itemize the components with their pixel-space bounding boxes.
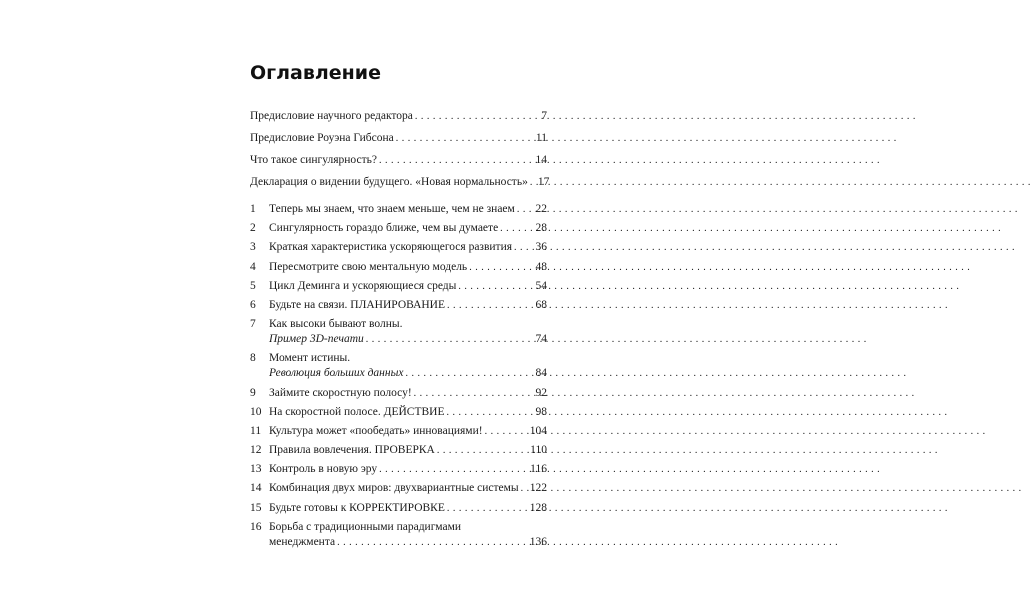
dot-leader xyxy=(396,131,534,146)
dot-leader xyxy=(521,481,528,496)
entry-title: На скоростной полосе. ДЕЙСТВИЕ xyxy=(269,405,445,418)
toc-line xyxy=(269,298,547,313)
chapter-entry[interactable] xyxy=(250,386,547,401)
page-number: 98 xyxy=(535,405,547,418)
chapter-number: 13 xyxy=(250,463,262,476)
chapter-number: 2 xyxy=(250,222,256,235)
toc-line xyxy=(269,279,547,294)
page-number: 122 xyxy=(529,482,547,495)
entry-body xyxy=(250,175,550,190)
page-number: 14 xyxy=(535,154,547,166)
chapter-number: 6 xyxy=(250,298,256,311)
toc-line xyxy=(250,131,547,146)
page-number: 48 xyxy=(535,260,547,273)
page-number: 11 xyxy=(535,132,547,144)
page-number: 116 xyxy=(530,463,547,476)
dot-leader xyxy=(415,109,539,124)
page-number: 92 xyxy=(535,386,547,399)
toc-line xyxy=(269,520,547,535)
dot-leader xyxy=(414,386,534,401)
entry-subtitle: Революция больших данных xyxy=(269,367,404,380)
entry-title: Декларация о видении будущего. «Новая нормальность» xyxy=(250,176,528,188)
entry-title: Предисловие Роуэна Гибсона xyxy=(250,132,394,144)
dot-leader xyxy=(366,332,534,347)
entry-body xyxy=(269,462,547,477)
chapter-entry[interactable] xyxy=(250,221,547,236)
entry-title: Краткая характеристика ускоряющегося развития xyxy=(269,241,513,254)
entry-title: Пересмотрите свою ментальную модель xyxy=(269,260,468,273)
entry-title: Момент истины. xyxy=(269,352,351,365)
page-number: 7 xyxy=(541,110,547,122)
dot-leader xyxy=(500,221,533,236)
chapter-entry[interactable] xyxy=(250,405,547,420)
chapter-number: 11 xyxy=(250,424,262,437)
front-matter-list xyxy=(250,109,550,197)
toc-line xyxy=(269,386,547,401)
entry-title: Займите скоростную полосу! xyxy=(269,386,412,399)
chapter-entry[interactable] xyxy=(250,501,547,516)
entry-title: Что такое сингулярность? xyxy=(250,154,377,166)
entry-body xyxy=(269,386,547,401)
dot-leader xyxy=(379,153,534,168)
entry-title: Будьте готовы к КОРРЕКТИРОВКЕ xyxy=(269,501,445,514)
chapter-entry[interactable] xyxy=(250,202,547,217)
toc-line xyxy=(269,501,547,516)
page-number: 28 xyxy=(535,222,547,235)
entry-body xyxy=(269,481,547,496)
entry-body xyxy=(250,131,547,146)
chapter-number: 16 xyxy=(250,520,262,533)
page-number: 84 xyxy=(535,367,547,380)
dot-leader xyxy=(337,535,528,550)
entry-title: Контроль в новую эру xyxy=(269,463,378,476)
entry-title: Культура может «пообедать» инновациями! xyxy=(269,424,483,437)
page-number: 17 xyxy=(537,176,550,188)
entry-body xyxy=(250,109,547,124)
chapter-number: 4 xyxy=(250,260,256,273)
page-number: 110 xyxy=(530,444,547,457)
chapter-entry[interactable] xyxy=(250,240,547,255)
page-number: 22 xyxy=(535,203,547,215)
entry-subtitle: Пример 3D-печати xyxy=(269,333,364,346)
entry-body xyxy=(269,298,547,313)
toc-line xyxy=(269,462,547,477)
page-number: 128 xyxy=(529,501,547,514)
toc-line xyxy=(269,317,547,332)
dot-leader xyxy=(406,366,534,381)
page-number: 136 xyxy=(529,535,547,548)
entry-body xyxy=(269,260,547,275)
page-number: 68 xyxy=(535,298,547,311)
page-number: 36 xyxy=(535,241,547,254)
toc-line xyxy=(269,332,547,347)
dot-leader xyxy=(437,443,528,458)
entry-title: Цикл Деминга и ускоряющиеся среды xyxy=(269,279,457,292)
entry-body xyxy=(269,520,547,550)
chapter-entry[interactable] xyxy=(250,298,547,313)
entry-body xyxy=(269,501,547,516)
toc-line xyxy=(250,109,547,124)
chapter-number: 8 xyxy=(250,352,256,365)
toc-line xyxy=(269,221,547,236)
toc-line xyxy=(269,443,547,458)
chapter-entry[interactable] xyxy=(250,462,547,477)
chapter-number: 5 xyxy=(250,279,256,292)
chapter-entry[interactable] xyxy=(250,260,547,275)
toc-line xyxy=(250,175,550,190)
toc-line xyxy=(269,481,547,496)
dot-leader xyxy=(530,175,536,190)
entry-title: Теперь мы знаем, что знаем меньше, чем не знаем xyxy=(269,203,515,215)
toc-line xyxy=(269,405,547,420)
chapter-entry[interactable] xyxy=(250,520,547,550)
entry-title: Как высоки бывают волны. xyxy=(269,318,403,331)
page-number: 104 xyxy=(529,424,547,437)
dot-leader xyxy=(447,405,534,420)
page-number: 54 xyxy=(535,279,547,292)
entry-title: Правила вовлечения. ПРОВЕРКА xyxy=(269,444,435,457)
chapter-number: 3 xyxy=(250,241,256,254)
chapter-entry[interactable] xyxy=(250,443,547,458)
toc-line xyxy=(269,202,547,217)
entry-body xyxy=(269,202,547,217)
chapter-number: 7 xyxy=(250,318,256,331)
entry-body xyxy=(269,405,547,420)
dot-leader xyxy=(447,298,533,313)
dot-leader xyxy=(447,501,528,516)
entry-title: Будьте на связи. ПЛАНИРОВАНИЕ xyxy=(269,298,446,311)
chapter-entry[interactable] xyxy=(250,351,547,381)
toc-line xyxy=(250,153,547,168)
toc-line xyxy=(269,424,547,439)
entry-body xyxy=(269,317,547,347)
entry-title: Комбинация двух миров: двухвариантные системы xyxy=(269,482,519,495)
entry-title: Борьба с традиционными парадигмами xyxy=(269,520,462,533)
entry-body xyxy=(269,221,547,236)
toc-entry[interactable] xyxy=(250,153,547,168)
toc-line xyxy=(269,351,547,366)
toc-entry[interactable] xyxy=(250,175,550,190)
dot-leader xyxy=(485,424,528,439)
chapter-number: 14 xyxy=(250,482,262,495)
chapter-number: 1 xyxy=(250,203,256,215)
toc-entry[interactable] xyxy=(250,109,547,124)
chapter-entry[interactable] xyxy=(250,317,547,347)
entry-body xyxy=(269,351,547,381)
entry-title: Сингулярность гораздо ближе, чем вы думаете xyxy=(269,222,499,235)
chapter-entry[interactable] xyxy=(250,279,547,294)
dot-leader xyxy=(458,279,533,294)
dot-leader xyxy=(514,240,533,255)
entry-body xyxy=(269,279,547,294)
entry-body xyxy=(269,424,547,439)
toc-line xyxy=(269,366,547,381)
chapter-entry[interactable] xyxy=(250,424,547,439)
dot-leader xyxy=(469,260,533,275)
chapter-number: 15 xyxy=(250,501,262,514)
entry-title: Предисловие научного редактора xyxy=(250,110,413,122)
toc-entry[interactable] xyxy=(250,131,547,146)
dot-leader xyxy=(379,462,528,477)
chapter-list xyxy=(250,202,547,554)
entry-body xyxy=(269,240,547,255)
chapter-number: 10 xyxy=(250,405,262,418)
entry-body xyxy=(269,443,547,458)
dot-leader xyxy=(517,202,534,217)
entry-body xyxy=(250,153,547,168)
toc-line xyxy=(269,240,547,255)
toc-line xyxy=(269,260,547,275)
page-title: Оглавление xyxy=(250,62,381,84)
chapter-number: 12 xyxy=(250,444,262,457)
chapter-number: 9 xyxy=(250,386,256,399)
toc-line xyxy=(269,535,547,550)
entry-title: менеджмента xyxy=(269,535,336,548)
page-number: 74 xyxy=(535,333,547,346)
chapter-entry[interactable] xyxy=(250,481,547,496)
